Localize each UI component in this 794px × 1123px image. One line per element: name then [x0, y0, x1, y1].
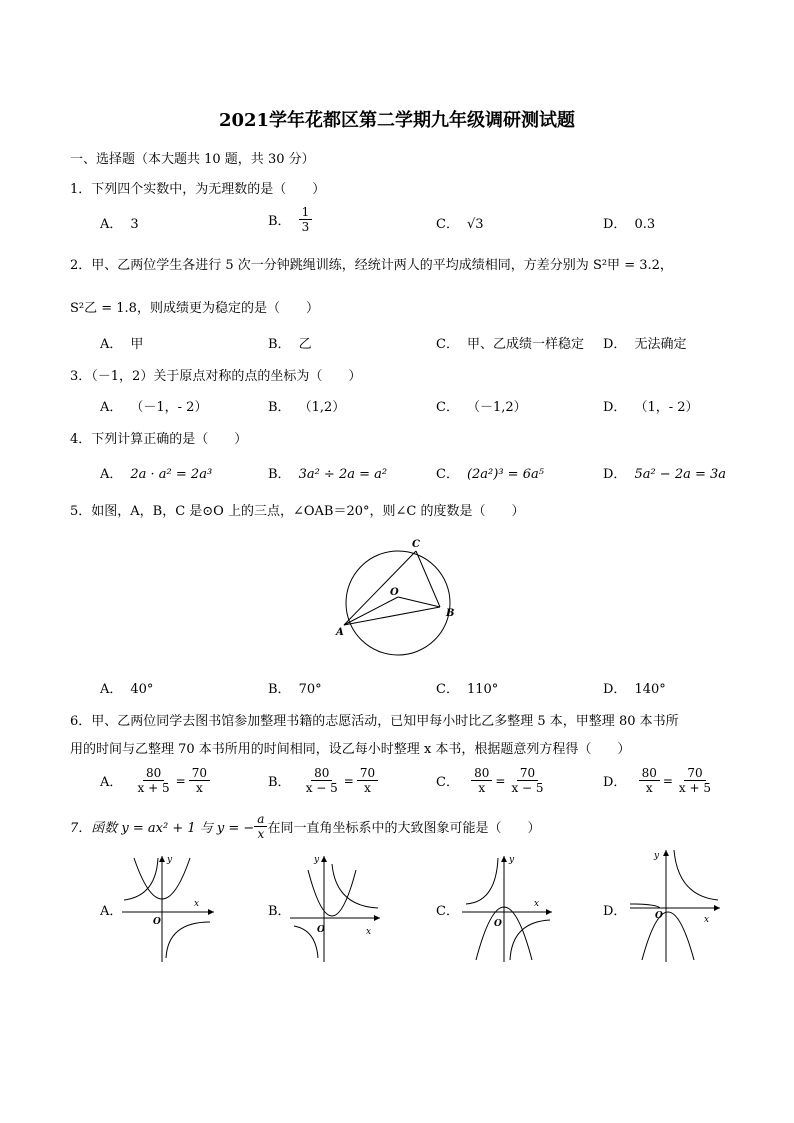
graph-b[interactable] — [286, 852, 386, 964]
fraction: $\frac{70}{x}$ — [357, 766, 378, 795]
y-label: y — [167, 855, 173, 865]
segment-ob — [398, 597, 440, 607]
q4-option-d[interactable]: D． 5a² − 2a = 3a — [603, 467, 727, 482]
q3-option-d[interactable]: D． （1，- 2） — [603, 400, 699, 415]
x-label: x — [704, 915, 710, 925]
q6-option-d[interactable]: D． $\frac{80}{x}$ = $\frac{70}{x + 5}$ — [603, 766, 714, 795]
q7-option-d[interactable]: D． — [603, 904, 627, 919]
q1-option-a[interactable]: A． 3 — [100, 217, 139, 232]
question-7-stem: 7．函数 y = ax² + 1 与 y = − $\frac{a}{x}$ 在同一直角坐标系中的大致图象可能是（ ） — [70, 812, 541, 841]
q6-option-a[interactable]: A． $\frac{80}{x + 5}$ = $\frac{70}{x}$ — [100, 766, 210, 795]
q1-option-d[interactable]: D． 0.3 — [603, 217, 656, 232]
q4-option-a[interactable]: A． 2a · a² = 2a³ — [100, 467, 213, 482]
origin-label: O — [655, 911, 663, 921]
y-axis-arrow — [159, 856, 165, 862]
segment-ao — [344, 597, 398, 625]
parabola — [642, 912, 694, 960]
hyperbola-branch — [166, 922, 210, 958]
hyperbola-branch — [124, 858, 158, 900]
y-axis-arrow — [663, 850, 669, 856]
y-axis-arrow — [501, 856, 507, 862]
x-axis-arrow — [208, 909, 214, 915]
q2-option-b[interactable]: B． 乙 — [268, 337, 312, 352]
fraction: $\frac{a}{x}$ — [254, 812, 267, 841]
fraction: $\frac{70}{x - 5}$ — [511, 766, 544, 795]
question-1-stem: 1．下列四个实数中，为无理数的是（ ） — [70, 182, 326, 197]
point-label-a: A — [336, 627, 344, 638]
hyperbola-branch — [332, 864, 378, 908]
point-label-c: C — [412, 539, 420, 550]
x-label: x — [534, 899, 540, 909]
q5-option-d[interactable]: D． 140° — [603, 682, 666, 697]
hyperbola-branch — [294, 926, 318, 958]
question-3-stem: 3．（－1，2）关于原点对称的点的坐标为（ ） — [70, 369, 362, 384]
question-6-stem-line1: 6．甲、乙两位同学去图书馆参加整理书籍的志愿活动，已知甲每小时比乙多整理 5 本，甲整理 80 本书所 — [70, 714, 679, 729]
x-axis-arrow — [714, 905, 720, 911]
circle-figure — [330, 535, 470, 665]
origin-label: O — [317, 925, 325, 935]
q1-option-c[interactable]: C． √3 — [436, 217, 484, 232]
q2-option-c[interactable]: C． 甲、乙成绩一样稳定 — [436, 337, 584, 352]
page-title: 2021学年花都区第二学期九年级调研测试题 — [218, 110, 576, 131]
question-2-stem-line2: S²乙 = 1.8，则成绩更为稳定的是（ ） — [70, 301, 319, 316]
q3-option-a[interactable]: A． （－1，- 2） — [100, 400, 208, 415]
q2-option-d[interactable]: D． 无法确定 — [603, 337, 687, 352]
x-axis-arrow — [546, 909, 552, 915]
question-6-stem-line2: 用的时间与乙整理 70 本书所用的时间相同，设乙每小时整理 x 本书，根据题意列方程得（ ） — [70, 742, 631, 757]
origin-label: O — [494, 919, 502, 929]
graph-a[interactable] — [118, 852, 218, 964]
q4-option-c[interactable]: C． (2a²)³ = 6a⁵ — [436, 467, 544, 482]
q6-option-b[interactable]: B． $\frac{80}{x - 5}$ = $\frac{70}{x}$ — [268, 766, 378, 795]
fraction: $\frac{80}{x + 5}$ — [137, 766, 170, 795]
circle-o — [346, 551, 450, 655]
q4-option-b[interactable]: B． 3a² ÷ 2a = a² — [268, 467, 388, 482]
fraction: $\frac{1}{3}$ — [299, 205, 313, 234]
hyperbola-branch — [630, 904, 660, 908]
fraction: $\frac{80}{x - 5}$ — [305, 766, 338, 795]
hyperbola-branch — [674, 850, 718, 900]
q6-option-c[interactable]: C． $\frac{80}{x}$ = $\frac{70}{x - 5}$ — [436, 766, 547, 795]
q7-option-a[interactable]: A． — [100, 904, 123, 919]
x-label: x — [366, 927, 372, 937]
question-2-stem-line1: 2．甲、乙两位学生各进行 5 次一分钟跳绳训练，经统计两人的平均成绩相同，方差分别为 S²甲 = 3.2， — [70, 258, 673, 273]
section-heading: 一、选择题（本大题共 10 题，共 30 分） — [70, 152, 315, 167]
q3-option-c[interactable]: C． （－1,2） — [436, 400, 527, 415]
y-label: y — [654, 851, 660, 861]
q5-option-b[interactable]: B． 70° — [268, 682, 322, 697]
parabola — [308, 870, 356, 916]
x-label: x — [194, 899, 200, 909]
fraction: $\frac{70}{x + 5}$ — [678, 766, 712, 795]
point-label-b: B — [446, 608, 455, 619]
q5-option-a[interactable]: A． 40° — [100, 682, 154, 697]
y-axis-arrow — [321, 856, 327, 862]
fraction: $\frac{70}{x}$ — [189, 766, 210, 795]
q1-option-b[interactable]: B． $\frac{1}{3}$ — [268, 205, 312, 234]
question-4-stem: 4．下列计算正确的是（ ） — [70, 432, 248, 447]
y-label: y — [509, 855, 515, 865]
x-axis-arrow — [374, 915, 380, 921]
q3-option-b[interactable]: B． （1,2） — [268, 400, 346, 415]
q2-option-a[interactable]: A． 甲 — [100, 337, 144, 352]
question-5-stem: 5．如图，A，B，C 是⊙O 上的三点，∠OAB＝20°，则∠C 的度数是（ ） — [70, 504, 525, 519]
graph-c[interactable] — [458, 852, 558, 964]
point-label-o: O — [390, 587, 399, 598]
fraction: $\frac{80}{x}$ — [471, 766, 492, 795]
fraction: $\frac{80}{x}$ — [639, 766, 660, 795]
q7-option-c[interactable]: C． — [436, 904, 459, 919]
segment-cb — [416, 551, 440, 607]
q5-option-c[interactable]: C． 110° — [436, 682, 499, 697]
graph-d[interactable] — [626, 846, 726, 964]
hyperbola-branch — [466, 858, 498, 904]
q7-option-b[interactable]: B． — [268, 904, 291, 919]
y-label: y — [314, 855, 320, 865]
origin-label: O — [153, 917, 161, 927]
